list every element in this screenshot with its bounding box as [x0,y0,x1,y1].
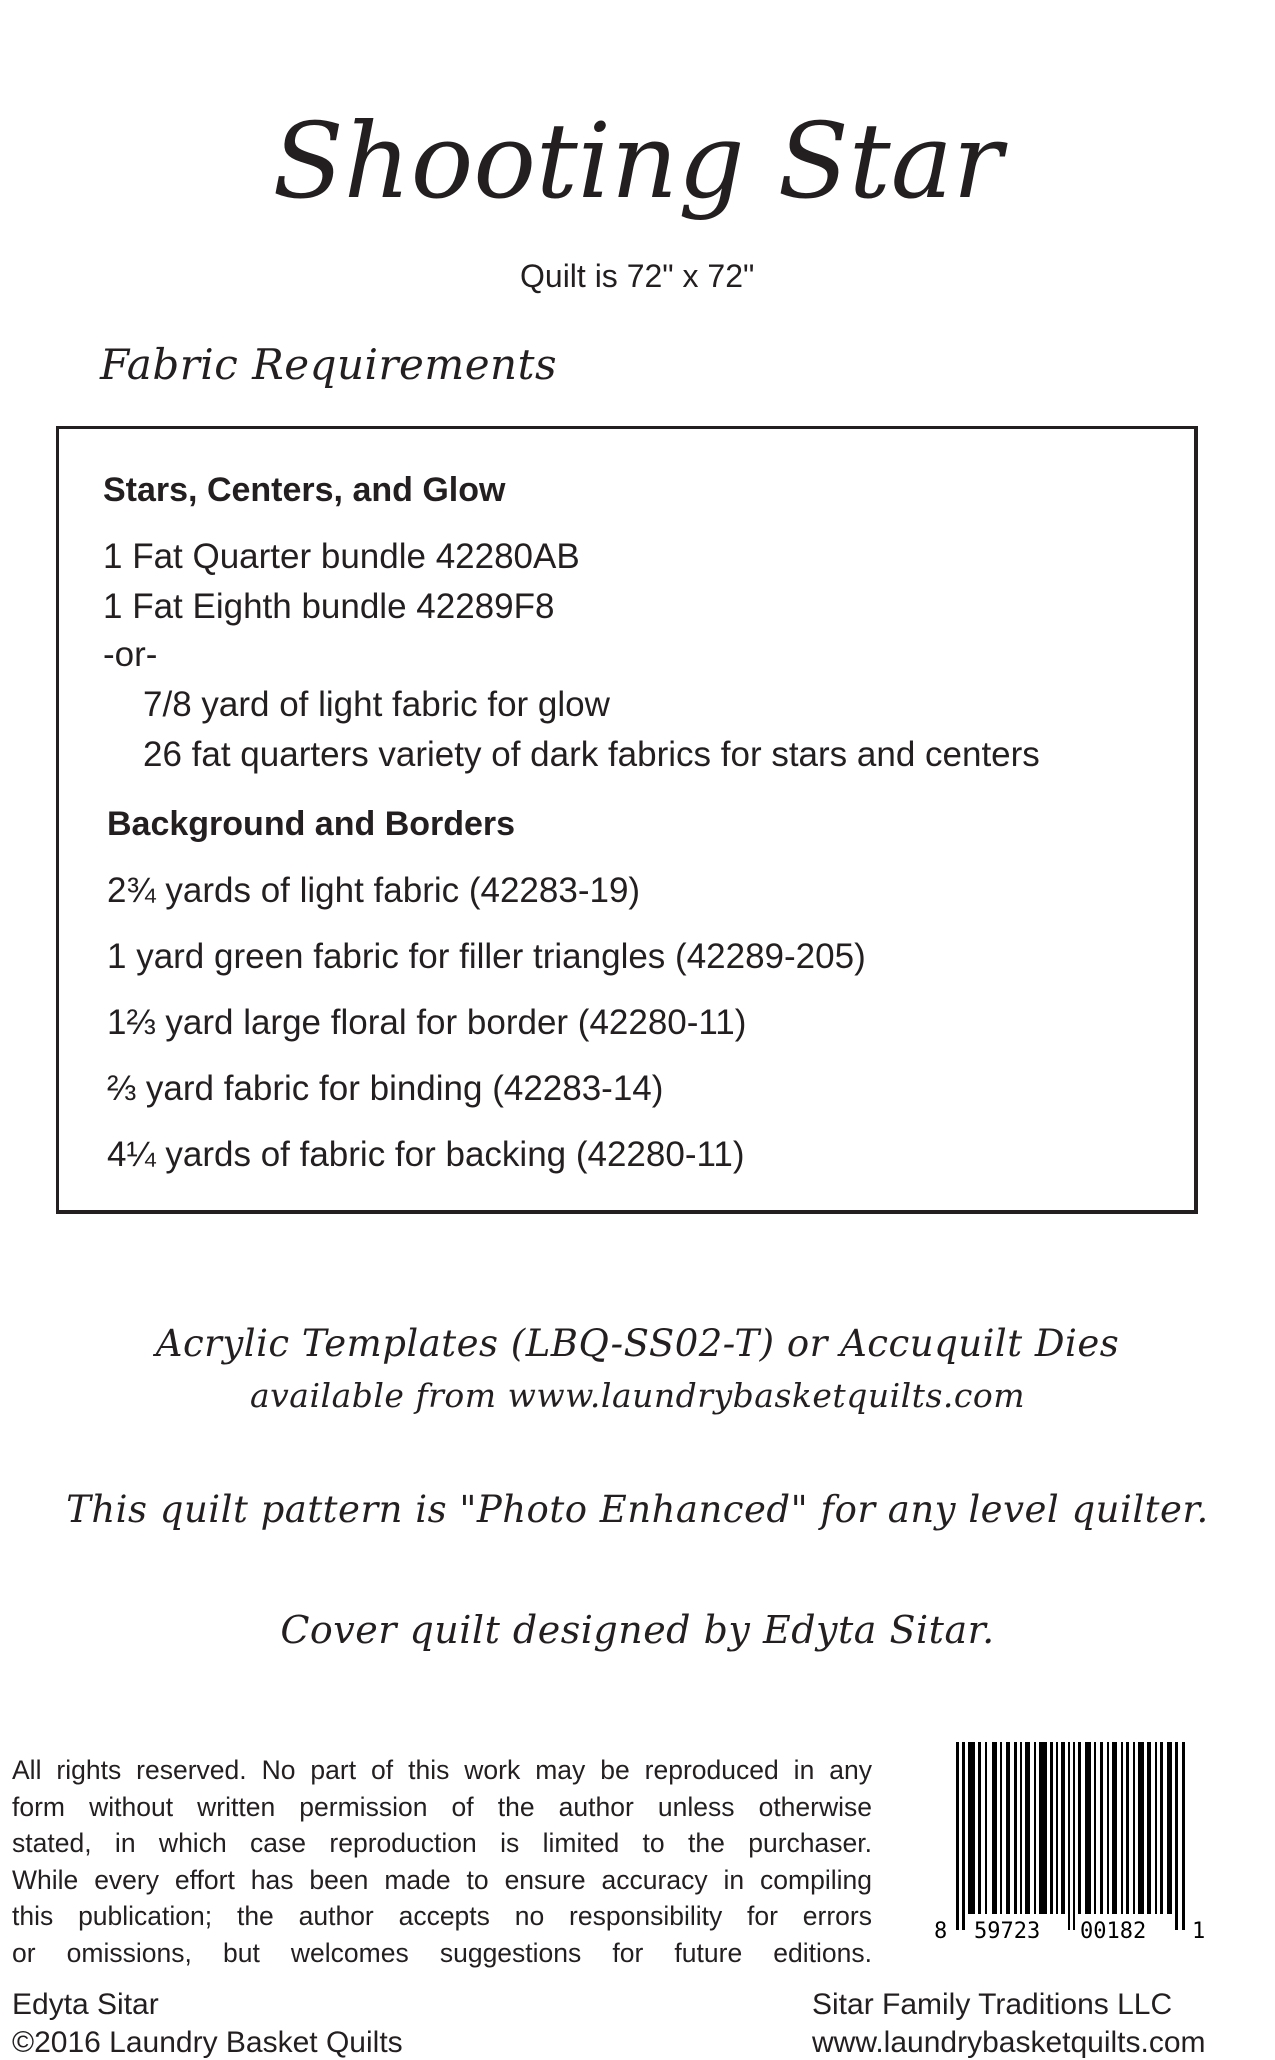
barcode-group-right: 00182 [1080,1919,1147,1944]
requirement-line: 2¾ yards of light fabric (42283-19) [107,871,641,910]
pattern-title: Shooting Star [272,100,1003,222]
requirement-line: 1 yard green fabric for filler triangles (42289-205) [107,937,866,976]
company-url-link[interactable]: www.laundrybasketquilts.com [812,2026,1206,2059]
barcode-group-left: 59723 [974,1919,1041,1944]
copyright-notice [12,1752,872,1971]
copyright-line: or omissions, but welcomes suggestions for future editions. [12,1937,872,1968]
quilt-size: Quilt is 72" x 72" [520,258,755,294]
fabric-requirements-box [56,426,1198,1214]
fabric-requirements-heading: Fabric Requirements [100,340,558,389]
company-name: Sitar Family Traditions LLC [812,1988,1173,2021]
copyright-line: All rights reserved. No part of this work may be reproduced in any [12,1755,872,1785]
section-heading-background: Background and Borders [107,805,516,843]
requirement-line: 1 Fat Eighth bundle 42289F8 [103,587,555,626]
copyright-line: stated, in which case reproduction is limited to the purchaser. [12,1828,872,1858]
copyright-line: form without written permission of the author unless otherwise [12,1791,872,1822]
cover-designer-note: Cover quilt designed by Edyta Sitar. [280,1608,995,1652]
copyright-line: this publication; the author accepts no responsibility for errors [12,1901,872,1931]
barcode-digit-first: 8 [934,1919,948,1944]
requirement-line: 4¼ yards of fabric for backing (42280-11) [107,1135,745,1174]
upc-barcode-icon [930,1742,1250,1947]
templates-note-line2: available from www.laundrybasketquilts.com [249,1376,1026,1415]
author-copyright: ©2016 Laundry Basket Quilts [12,2026,403,2059]
photo-enhanced-note: This quilt pattern is "Photo Enhanced" for any level quilter. [66,1488,1209,1531]
requirement-line: 1⅔ yard large floral for border (42280-11) [107,1003,747,1042]
requirement-line: 26 fat quarters variety of dark fabrics for stars and centers [143,735,1040,774]
templates-note-line1: Acrylic Templates (LBQ-SS02-T) or Accuquilt Dies [155,1322,1120,1365]
copyright-line: While every effort has been made to ensure accuracy in compiling [12,1864,872,1895]
author-name: Edyta Sitar [12,1988,159,2021]
section-heading-stars: Stars, Centers, and Glow [103,471,506,509]
requirement-line: 7/8 yard of light fabric for glow [143,685,610,724]
barcode-digit-last: 1 [1192,1919,1206,1944]
requirement-line: ⅔ yard fabric for binding (42283-14) [107,1069,664,1108]
requirement-line: 1 Fat Quarter bundle 42280AB [103,537,580,576]
requirement-or-separator: -or- [103,635,158,674]
